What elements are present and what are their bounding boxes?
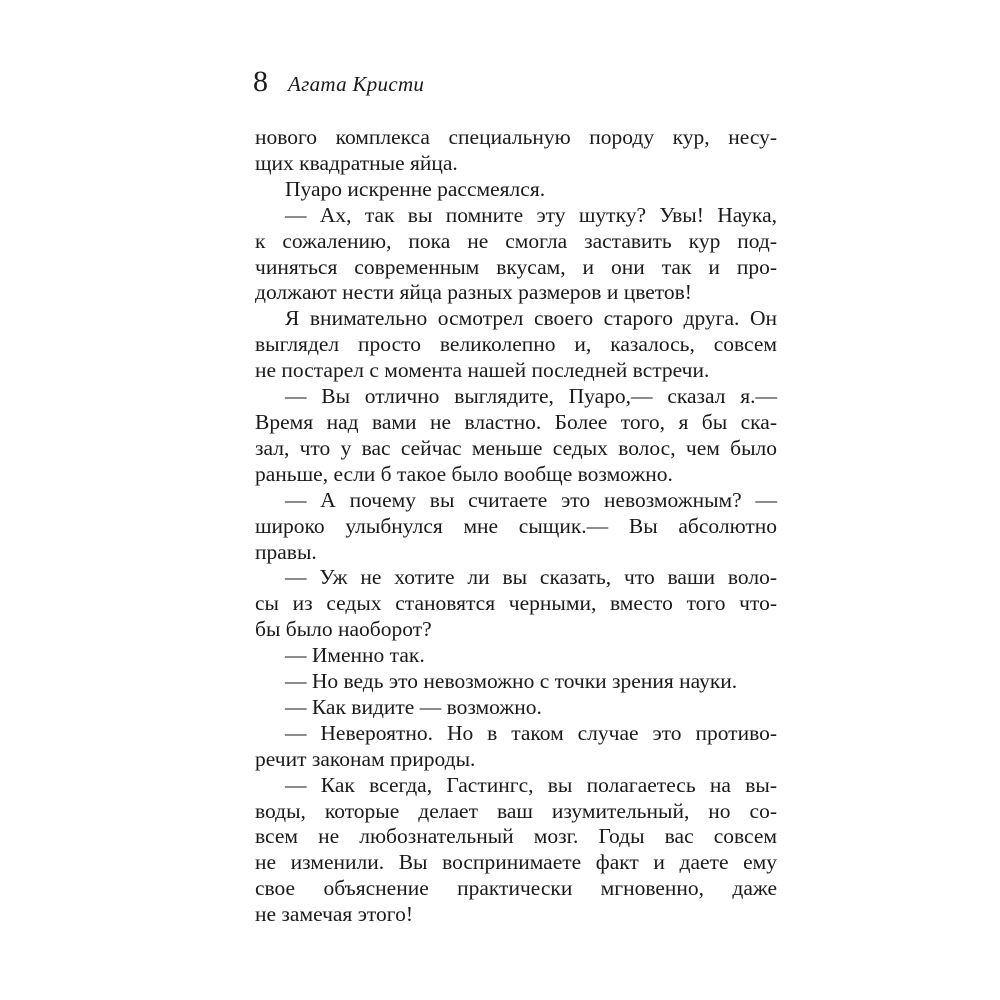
text-line: — А почему вы считаете это невозможным? — <box>285 487 777 512</box>
text-line: всем не любознательный мозг. Годы вас совсем <box>255 824 777 849</box>
text-line: свое объяснение практически мгновенно, даже <box>255 876 777 901</box>
text-line: — Но ведь это невозможно с точки зрения науки. <box>285 669 738 694</box>
running-head-author: Агата Кристи <box>288 72 425 96</box>
text-line: Я внимательно осмотрел своего старого друга. Он <box>285 306 777 331</box>
text-line: к сожалению, пока не смогла заставить кур под- <box>255 228 777 253</box>
text-line: щих квадратные яйца. <box>255 150 458 175</box>
text-line: воды, которые делает ваш изумительный, но со- <box>255 798 777 823</box>
text-line: — Вы отлично выглядите, Пуаро,— сказал я.— <box>285 384 777 409</box>
text-line: не изменили. Вы воспринимаете факт и даете ему <box>255 850 777 875</box>
text-line: — Невероятно. Но в таком случае это противо- <box>285 720 777 745</box>
text-line: сы из седых становятся черными, вместо того что- <box>255 591 777 616</box>
text-line: не постарел с момента нашей последней встречи. <box>255 358 710 383</box>
text-line: речит законам природы. <box>255 746 476 771</box>
text-line: — Именно так. <box>285 643 425 668</box>
text-line: — Как всегда, Гастингс, вы полагаетесь на вы- <box>285 772 777 797</box>
text-line: не замечая этого! <box>255 902 413 927</box>
text-line: — Уж не хотите ли вы сказать, что ваши воло- <box>285 565 777 590</box>
text-line: чиняться современным вкусам, и они так и про- <box>255 254 777 279</box>
text-line: Время над вами не властно. Более того, я бы ска- <box>255 409 777 434</box>
text-line: выглядел просто великолепно и, казалось, совсем <box>255 332 777 357</box>
text-line: широко улыбнулся мне сыщик.— Вы абсолютно <box>255 513 777 538</box>
text-line: нового комплекса специальную породу кур, несу- <box>255 125 777 149</box>
text-line: правы. <box>255 539 317 564</box>
text-line: должают нести яйца разных размеров и цветов! <box>255 280 692 305</box>
text-line: раньше, если б такое было вообще возможно. <box>255 461 673 486</box>
body-text <box>255 125 777 928</box>
text-line: Пуаро искренне рассмеялся. <box>285 176 546 201</box>
text-line: — Как видите — возможно. <box>285 694 542 719</box>
text-line: бы было наоборот? <box>255 617 432 642</box>
running-head <box>253 60 424 104</box>
page-number: 8 <box>253 65 268 98</box>
text-line: — Ах, так вы помните эту шутку? Увы! Наука, <box>285 202 777 227</box>
text-line: зал, что у вас сейчас меньше седых волос, чем было <box>255 435 777 460</box>
